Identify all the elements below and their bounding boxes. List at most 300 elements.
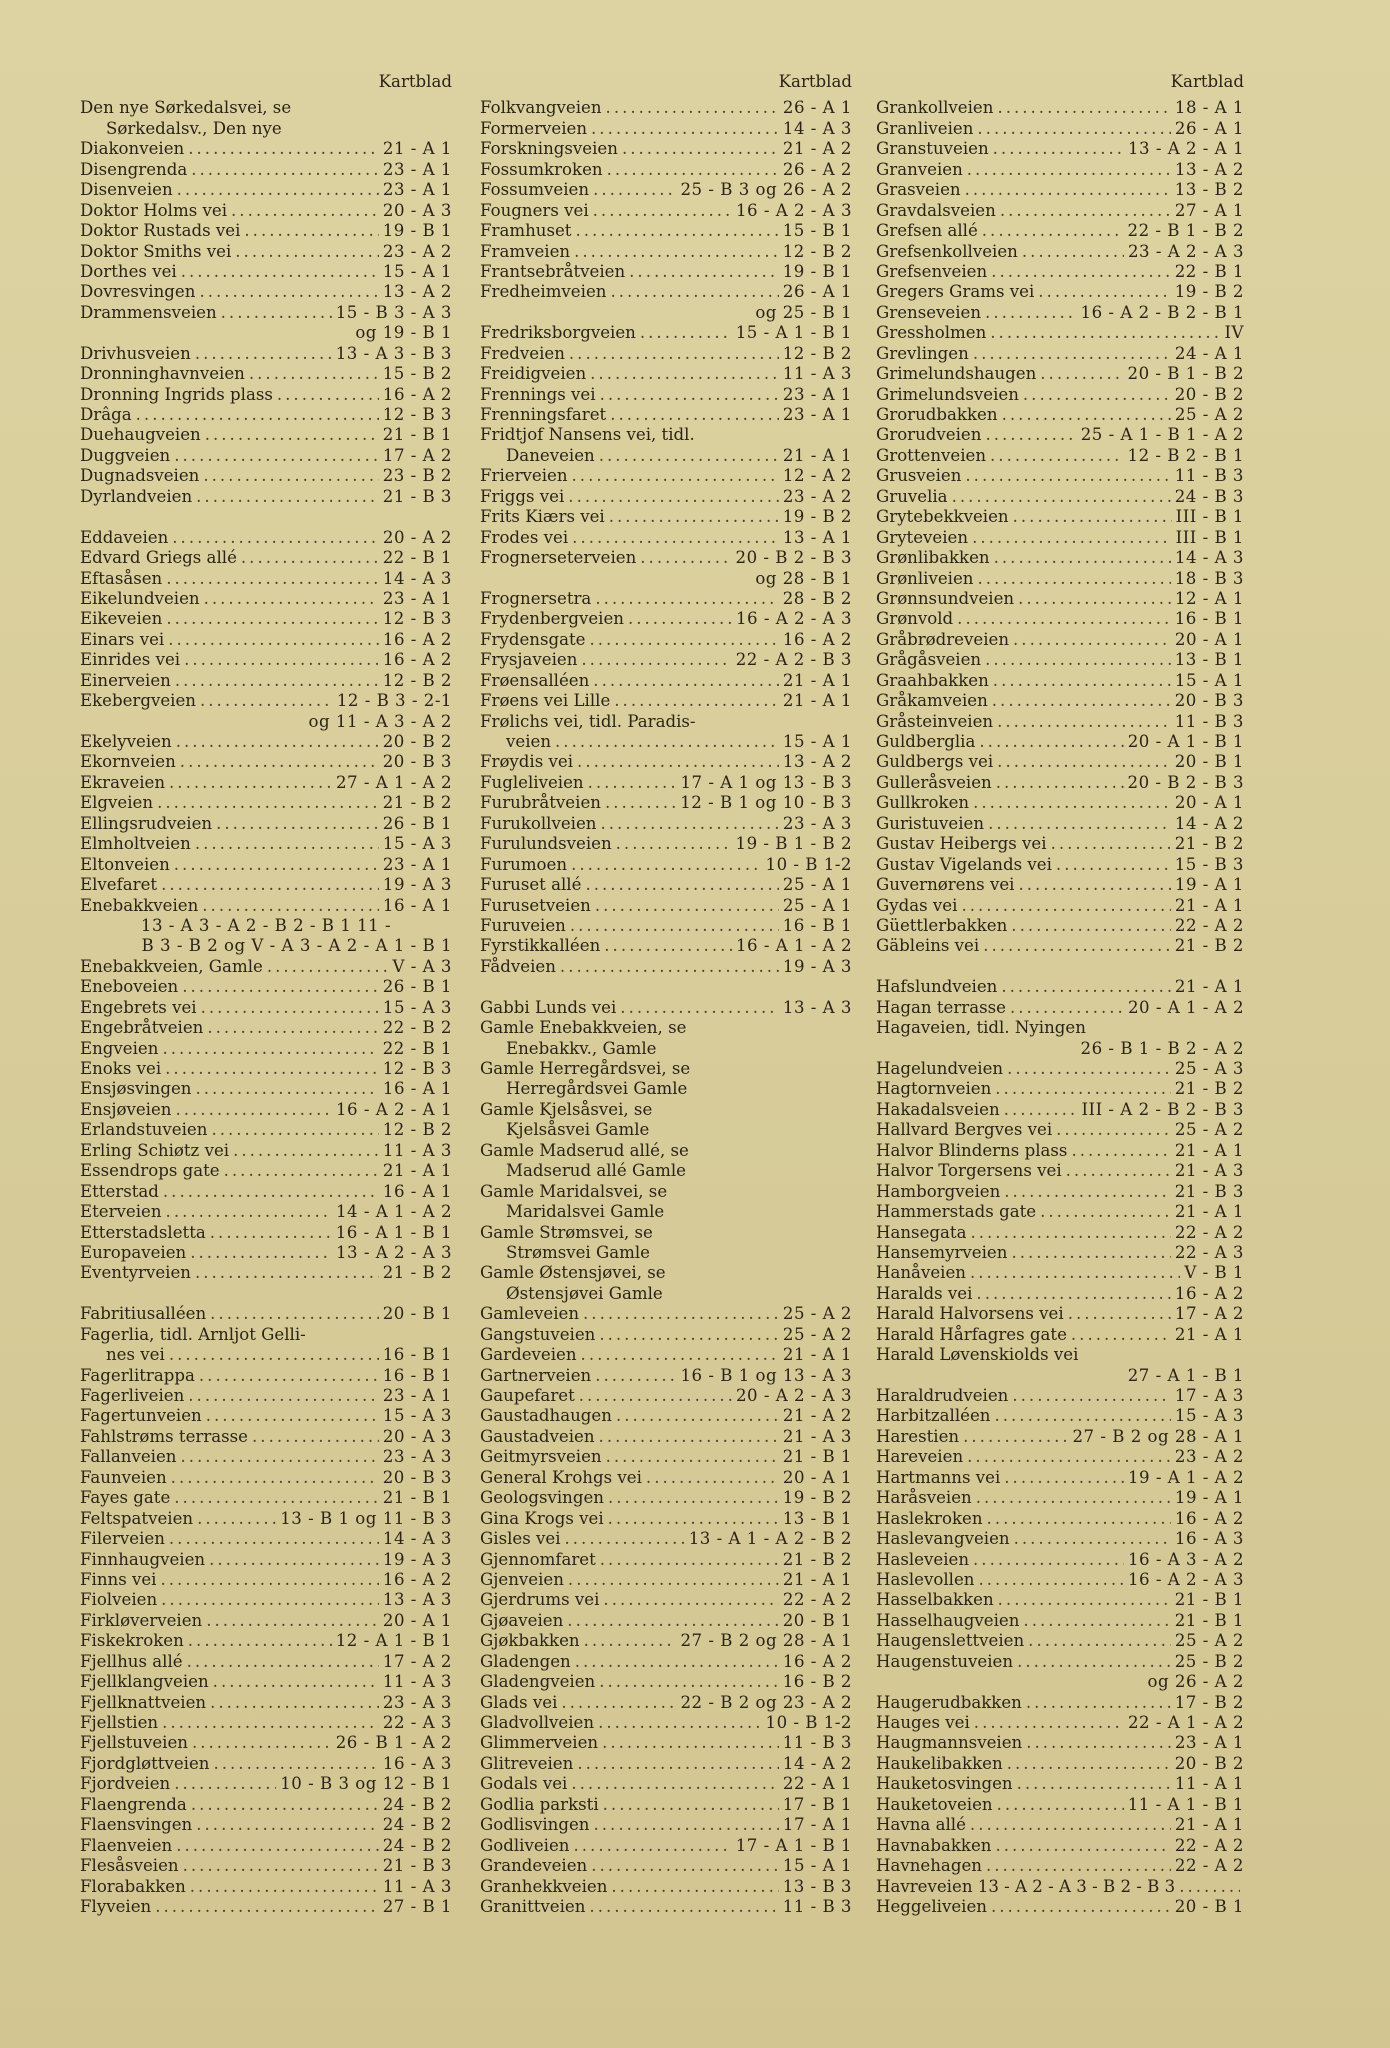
dot-leader — [957, 609, 1171, 629]
index-entry — [876, 1386, 1244, 1406]
street-name: Gaustadveien — [480, 1426, 595, 1446]
dot-leader — [136, 405, 379, 425]
map-reference: III - B 1 — [1175, 507, 1244, 527]
street-name: Frysjaveien — [480, 650, 578, 670]
entry-continuation: og 19 - B 1 — [355, 323, 452, 343]
index-entry — [480, 1877, 852, 1897]
index-entry — [80, 1304, 452, 1324]
index-entry — [876, 609, 1244, 629]
dot-leader — [1007, 1059, 1171, 1079]
map-reference: 21 - A 3 — [1174, 1161, 1244, 1181]
index-entry — [876, 364, 1244, 384]
street-name: Frydensgate — [480, 629, 586, 649]
street-name: Flaenveien — [80, 1835, 173, 1855]
index-entry — [80, 1447, 452, 1467]
map-reference: 27 - B 2 og 28 - A 1 — [1072, 1426, 1244, 1446]
street-name: Frognerseterveien — [480, 548, 637, 568]
dot-leader — [595, 896, 779, 916]
dot-leader — [574, 242, 779, 262]
index-entry — [876, 752, 1244, 772]
dot-leader — [599, 446, 779, 466]
street-name: Duehaugveien — [80, 425, 201, 445]
dot-leader — [1004, 1182, 1170, 1202]
map-reference: 16 - B 2 — [782, 1672, 852, 1692]
index-entry — [80, 1611, 452, 1631]
street-name: Havnehagen — [876, 1856, 982, 1876]
map-reference: 22 - B 1 — [1174, 261, 1244, 281]
index-entry — [876, 528, 1244, 548]
street-name: Gardeveien — [480, 1345, 577, 1365]
dot-leader — [628, 609, 732, 629]
map-reference: 22 - B 1 - B 2 — [1127, 221, 1244, 241]
dot-leader — [988, 814, 1171, 834]
street-name: Dorthes vei — [80, 261, 177, 281]
dot-leader — [180, 752, 379, 772]
index-entry — [80, 221, 452, 241]
map-reference: 11 - B 3 — [1174, 711, 1244, 731]
map-reference: 23 - A 1 — [382, 159, 452, 179]
entry-continuation: Fagerlia, tidl. Arnljot Gelli- — [80, 1324, 306, 1344]
map-reference: 21 - A 1 — [1174, 1815, 1244, 1835]
dot-leader — [997, 712, 1171, 732]
index-entry — [480, 896, 852, 916]
street-name: Frøensalléen — [480, 670, 590, 690]
dot-leader — [977, 119, 1171, 139]
dot-leader — [244, 221, 378, 241]
dot-leader — [249, 364, 379, 384]
entry-continuation: Kjelsåsvei Gamle — [506, 1120, 650, 1140]
map-reference: 22 - B 1 — [382, 548, 452, 568]
dot-leader — [581, 1345, 779, 1365]
map-reference: 12 - B 2 — [382, 670, 452, 690]
street-name: Gråbrødreveien — [876, 629, 1010, 649]
map-reference: 20 - B 1 — [1174, 752, 1244, 772]
entry-continuation: B 3 - B 2 og V - A 3 - A 2 - A 1 - B 1 — [141, 936, 452, 956]
dot-leader — [993, 139, 1124, 159]
street-name: Gabbi Lunds vei — [480, 997, 617, 1017]
dot-leader — [997, 1795, 1124, 1815]
index-entry — [80, 405, 452, 425]
map-reference: 20 - A 3 — [382, 200, 452, 220]
street-name: Hauketosvingen — [876, 1774, 1013, 1794]
map-reference: 17 - A 2 — [382, 445, 452, 465]
street-name: Friggs vei — [480, 486, 565, 506]
dot-leader — [572, 466, 779, 486]
street-name: Furumoen — [480, 854, 568, 874]
street-name: Fossumkroken — [480, 159, 603, 179]
street-name: Grorudveien — [876, 425, 982, 445]
index-entry — [80, 1570, 452, 1590]
dot-leader — [993, 671, 1171, 691]
dot-leader — [1026, 1693, 1171, 1713]
map-reference: 16 - A 2 — [382, 650, 452, 670]
index-entry — [876, 262, 1244, 282]
street-name: Frydenbergveien — [480, 609, 624, 629]
index-entry — [80, 609, 452, 629]
dot-leader — [190, 1877, 379, 1897]
street-name: Gullkroken — [876, 793, 970, 813]
dot-leader — [979, 732, 1123, 752]
map-reference: 21 - B 1 — [382, 1488, 452, 1508]
map-reference: 20 - B 2 - B 3 — [735, 548, 852, 568]
index-entry — [480, 221, 852, 241]
map-reference: 23 - A 1 — [382, 180, 452, 200]
map-reference: 23 - A 1 — [382, 854, 452, 874]
map-reference: 25 - B 3 og 26 - A 2 — [680, 180, 852, 200]
entry-continuation: Fridtjof Nansens vei, tidl. — [480, 425, 695, 445]
index-entry — [480, 1447, 852, 1467]
map-reference: 21 - B 2 — [782, 1549, 852, 1569]
street-name: Gråsteinveien — [876, 711, 994, 731]
dot-leader — [1004, 1468, 1124, 1488]
street-name: Fiolveien — [80, 1590, 158, 1610]
street-name: Elgveien — [80, 793, 154, 813]
index-entry — [876, 650, 1244, 670]
map-reference: 16 - B 1 — [382, 1345, 452, 1365]
index-entry — [80, 180, 452, 200]
dot-leader — [570, 916, 779, 936]
street-name: Fjellstien — [80, 1713, 159, 1732]
index-entry — [480, 487, 852, 507]
dot-leader — [1010, 998, 1124, 1018]
street-name: Eikeveien — [80, 609, 163, 629]
dot-leader — [210, 1223, 332, 1243]
street-name: Haraldrudveien — [876, 1386, 1009, 1405]
street-name: Gryteveien — [876, 527, 969, 547]
map-reference: 21 - A 2 — [782, 1406, 852, 1426]
street-name: Gangstuveien — [480, 1324, 596, 1344]
street-name: Erling Schiøtz vei — [80, 1140, 230, 1160]
index-entry — [876, 1693, 1244, 1713]
index-entry — [480, 323, 852, 343]
index-entry — [876, 303, 1244, 323]
street-name: Fredheimveien — [480, 282, 607, 302]
street-name: Gressholmen — [876, 323, 987, 343]
index-entry — [80, 875, 452, 895]
dot-leader — [252, 1427, 379, 1447]
index-entry — [480, 528, 852, 548]
street-name: Fayes gate — [80, 1488, 171, 1508]
map-reference: 27 - A 1 - A 2 — [335, 772, 452, 792]
street-name: Grefsenkollveien — [876, 241, 1018, 261]
column-header: Kartblad — [778, 72, 852, 91]
dot-leader — [560, 957, 779, 977]
dot-leader — [982, 221, 1124, 241]
index-entry — [876, 1713, 1244, 1733]
street-name: Gjennomfaret — [480, 1549, 596, 1569]
dot-leader — [574, 1836, 732, 1856]
index-entry — [876, 773, 1244, 793]
index-entry — [80, 1406, 452, 1426]
map-reference: 19 - B 2 — [1174, 282, 1244, 302]
entry-continuation: Herregårdsvei Gamle — [506, 1079, 688, 1099]
dot-leader — [183, 1856, 379, 1876]
street-name: Havna allé — [876, 1815, 966, 1835]
dot-leader — [155, 1897, 378, 1917]
index-entry — [480, 671, 852, 691]
street-name: Grevlingen — [876, 343, 969, 363]
index-entry — [480, 609, 852, 629]
index-entry — [876, 1733, 1244, 1753]
dot-leader — [600, 1550, 779, 1570]
map-reference: 22 - A 2 — [1174, 1856, 1244, 1876]
column-header: Kartblad — [378, 72, 452, 91]
dot-leader — [203, 466, 378, 486]
index-entry — [876, 1611, 1244, 1631]
index-entry — [80, 793, 452, 813]
dot-leader — [216, 814, 379, 834]
map-reference: 13 - A 1 — [782, 527, 852, 547]
index-entry — [80, 1856, 452, 1876]
map-reference: 12 - B 3 — [382, 1059, 452, 1078]
index-entry — [876, 1427, 1244, 1447]
dot-leader — [609, 507, 779, 527]
dot-leader — [640, 323, 732, 343]
street-name: Hansegata — [876, 1222, 967, 1242]
map-reference: 20 - B 1 — [1174, 1896, 1244, 1916]
index-entry — [876, 139, 1244, 159]
index-entry — [480, 1693, 852, 1713]
dot-leader — [224, 1161, 379, 1181]
map-reference: 21 - A 1 — [782, 1569, 852, 1589]
index-entry — [876, 793, 1244, 813]
dot-leader — [620, 998, 779, 1018]
index-entry — [876, 487, 1244, 507]
index-entry — [80, 1774, 452, 1794]
dot-leader — [171, 1468, 379, 1488]
map-reference: 26 - B 1 — [382, 813, 452, 833]
street-name: Hasselhaugveien — [876, 1610, 1020, 1630]
index-entry — [876, 1284, 1244, 1304]
street-name: Harbitzalléen — [876, 1406, 991, 1426]
street-name: Frognersetra — [480, 588, 592, 608]
dot-leader — [579, 1386, 732, 1406]
dot-leader — [195, 834, 379, 854]
index-entry — [876, 425, 1244, 445]
map-reference: 14 - A 2 — [782, 1753, 852, 1773]
street-name: Granveien — [876, 159, 963, 179]
index-entry — [480, 936, 852, 956]
index-entry — [80, 589, 452, 609]
index-entry — [80, 1672, 452, 1692]
index-entry — [876, 1774, 1244, 1794]
street-name: Gaustadhaugen — [480, 1406, 612, 1426]
entry-continuation: Gamle Maridalsvei, se — [480, 1181, 668, 1201]
index-entry — [80, 1079, 452, 1099]
street-name: Grønnsundveien — [876, 588, 1015, 608]
map-reference: 16 - A 2 — [782, 629, 852, 649]
map-reference: 16 - A 1 — [382, 1079, 452, 1099]
index-entry — [80, 364, 452, 384]
street-name: Doktor Holms vei — [80, 200, 228, 220]
map-reference: 20 - B 3 — [382, 752, 452, 772]
index-entry — [480, 732, 852, 752]
entry-continuation: Østensjøvei Gamle — [506, 1283, 663, 1303]
dot-leader — [1000, 201, 1171, 221]
street-name: Hagan terrasse — [876, 997, 1006, 1017]
map-reference: 22 - A 2 - B 3 — [735, 650, 852, 670]
street-name: Gregers Grams vei — [876, 282, 1035, 302]
street-name: Gustav Vigelands vei — [876, 854, 1052, 874]
dot-leader — [599, 1672, 778, 1692]
index-entry — [480, 1570, 852, 1590]
index-entry — [80, 1161, 452, 1181]
index-entry — [480, 1590, 852, 1610]
dot-leader — [188, 1631, 332, 1651]
dot-leader — [1040, 364, 1123, 384]
street-name: Fyrstikkalléen — [480, 936, 601, 956]
street-name: Godals vei — [480, 1774, 568, 1794]
index-entry — [80, 446, 452, 466]
index-entry — [876, 1590, 1244, 1610]
index-entry — [480, 1754, 852, 1774]
dot-leader — [1011, 916, 1171, 936]
index-entry — [876, 712, 1244, 732]
map-reference: 21 - B 3 — [382, 486, 452, 506]
map-reference: 16 - B 1 — [382, 1365, 452, 1385]
map-reference: 28 - B 2 — [782, 588, 852, 608]
map-reference: 26 - A 2 — [782, 159, 852, 179]
entry-continuation: og 25 - B 1 — [755, 302, 852, 322]
dot-leader — [184, 650, 379, 670]
index-entry — [80, 1100, 452, 1120]
index-entry — [80, 548, 452, 568]
index-entry — [480, 1304, 852, 1324]
index-entry — [480, 1509, 852, 1529]
map-reference: 23 - A 1 — [782, 405, 852, 424]
street-name: Etterstad — [80, 1181, 159, 1201]
index-entry — [876, 855, 1244, 875]
entry-continuation: Harald Løvenskiolds vei — [876, 1345, 1079, 1365]
entry-continuation: Enebakkv., Gamle — [506, 1038, 657, 1058]
street-name: Grorudbakken — [876, 405, 998, 424]
street-name: Hallvard Bergves vei — [876, 1120, 1053, 1140]
map-reference: 25 - A 2 — [782, 1304, 852, 1324]
street-name: Furubråtveien — [480, 793, 601, 813]
index-entry — [80, 630, 452, 650]
street-name: Gjøaveien — [480, 1610, 564, 1630]
dot-leader — [1013, 630, 1171, 650]
dot-leader — [1001, 977, 1171, 997]
index-entry — [876, 1141, 1244, 1161]
dot-leader — [986, 1856, 1171, 1876]
map-reference: 17 - A 1 og 13 - B 3 — [680, 772, 852, 792]
street-name: Dugnadsveien — [80, 466, 200, 486]
dot-leader — [965, 466, 1170, 486]
index-entry — [480, 998, 852, 1018]
street-name: Disenveien — [80, 180, 173, 200]
map-reference: 16 - A 1 — [382, 895, 452, 915]
street-name: Engebrets vei — [80, 997, 197, 1017]
dot-leader — [1026, 1733, 1171, 1753]
entry-continuation: 27 - A 1 - B 1 — [1127, 1365, 1244, 1385]
index-entry — [80, 1693, 452, 1713]
dot-leader — [961, 896, 1170, 916]
section-gap — [80, 1284, 452, 1304]
entry-continuation: 13 - A 3 - A 2 - B 2 - B 1 11 - — [140, 915, 392, 935]
street-name: Gamleveien — [480, 1304, 580, 1324]
street-name: Gäbleins vei — [876, 936, 980, 956]
street-name: Geologsvingen — [480, 1488, 604, 1508]
street-name: Frodes vei — [480, 527, 569, 547]
street-name: Eftasåsen — [80, 568, 163, 588]
dot-leader — [599, 1427, 779, 1447]
map-reference: 22 - A 2 — [1174, 1835, 1244, 1855]
index-entry — [80, 1590, 452, 1610]
street-name: General Krohgs vei — [480, 1467, 642, 1487]
index-entry — [480, 1345, 852, 1365]
dot-leader — [995, 1836, 1170, 1856]
map-reference: 20 - A 1 — [782, 1467, 852, 1487]
map-reference: 11 - A 1 - B 1 — [1127, 1794, 1244, 1814]
map-reference: 14 - A 3 — [782, 118, 852, 138]
index-entry — [80, 1713, 452, 1733]
street-name: Godlia parksti — [480, 1794, 599, 1814]
dot-leader — [996, 773, 1124, 793]
map-reference: 15 - A 1 — [1174, 670, 1244, 690]
street-name: Eikelundveien — [80, 588, 200, 608]
index-entry — [80, 262, 452, 282]
dot-leader — [575, 221, 778, 241]
map-reference: 16 - A 2 - A 3 — [735, 200, 852, 220]
dot-leader — [994, 548, 1171, 568]
index-entry — [80, 1202, 452, 1222]
dot-leader — [221, 303, 332, 323]
map-reference: 20 - B 3 — [382, 1467, 452, 1487]
map-reference: 21 - B 2 — [1174, 1079, 1244, 1099]
map-reference: 21 - A 1 — [382, 139, 452, 159]
street-name: Dronning Ingrids plass — [80, 384, 273, 404]
street-name: Einerveien — [80, 670, 171, 690]
index-entry — [80, 242, 452, 262]
map-reference: 19 - B 1 - B 2 — [735, 834, 852, 854]
street-name: Fjellklangveien — [80, 1672, 209, 1692]
index-entry — [876, 875, 1244, 895]
map-reference: III - A 2 - B 2 - B 3 — [1081, 1099, 1244, 1119]
dot-leader — [985, 303, 1077, 323]
dot-leader — [175, 671, 379, 691]
index-entry — [480, 1672, 852, 1692]
street-name: Essendrops gate — [80, 1161, 220, 1181]
street-name: Haugenslettveien — [876, 1631, 1025, 1651]
dot-leader — [591, 1856, 779, 1876]
index-entry — [480, 1406, 852, 1426]
map-reference: 16 - A 2 - A 3 — [735, 609, 852, 629]
index-entry — [480, 1897, 852, 1917]
street-name: Fugleliveien — [480, 772, 584, 792]
street-name: Framhuset — [480, 221, 572, 241]
dot-leader — [204, 589, 379, 609]
index-entry — [480, 1386, 852, 1406]
street-name: Haugerudbakken — [876, 1692, 1022, 1712]
index-entry — [876, 1079, 1244, 1099]
map-reference: 15 - A 1 — [382, 261, 452, 281]
map-reference: 11 - B 3 — [782, 1896, 852, 1916]
dot-leader — [973, 344, 1171, 364]
street-name: Elvefaret — [80, 875, 158, 895]
dot-leader — [979, 1570, 1124, 1590]
dot-leader — [593, 180, 676, 200]
map-reference: 21 - B 2 — [1174, 834, 1244, 854]
street-name: Firkløverveien — [80, 1610, 203, 1630]
street-name: Daneveien — [506, 445, 595, 465]
entry-continuation: Sørkedalsv., Den nye — [106, 118, 282, 138]
map-reference: 22 - A 1 — [782, 1774, 852, 1794]
map-reference: 21 - A 3 — [782, 1426, 852, 1446]
index-entry — [80, 303, 452, 323]
dot-leader — [606, 1447, 779, 1467]
map-reference: 25 - A 2 — [1174, 1120, 1244, 1140]
